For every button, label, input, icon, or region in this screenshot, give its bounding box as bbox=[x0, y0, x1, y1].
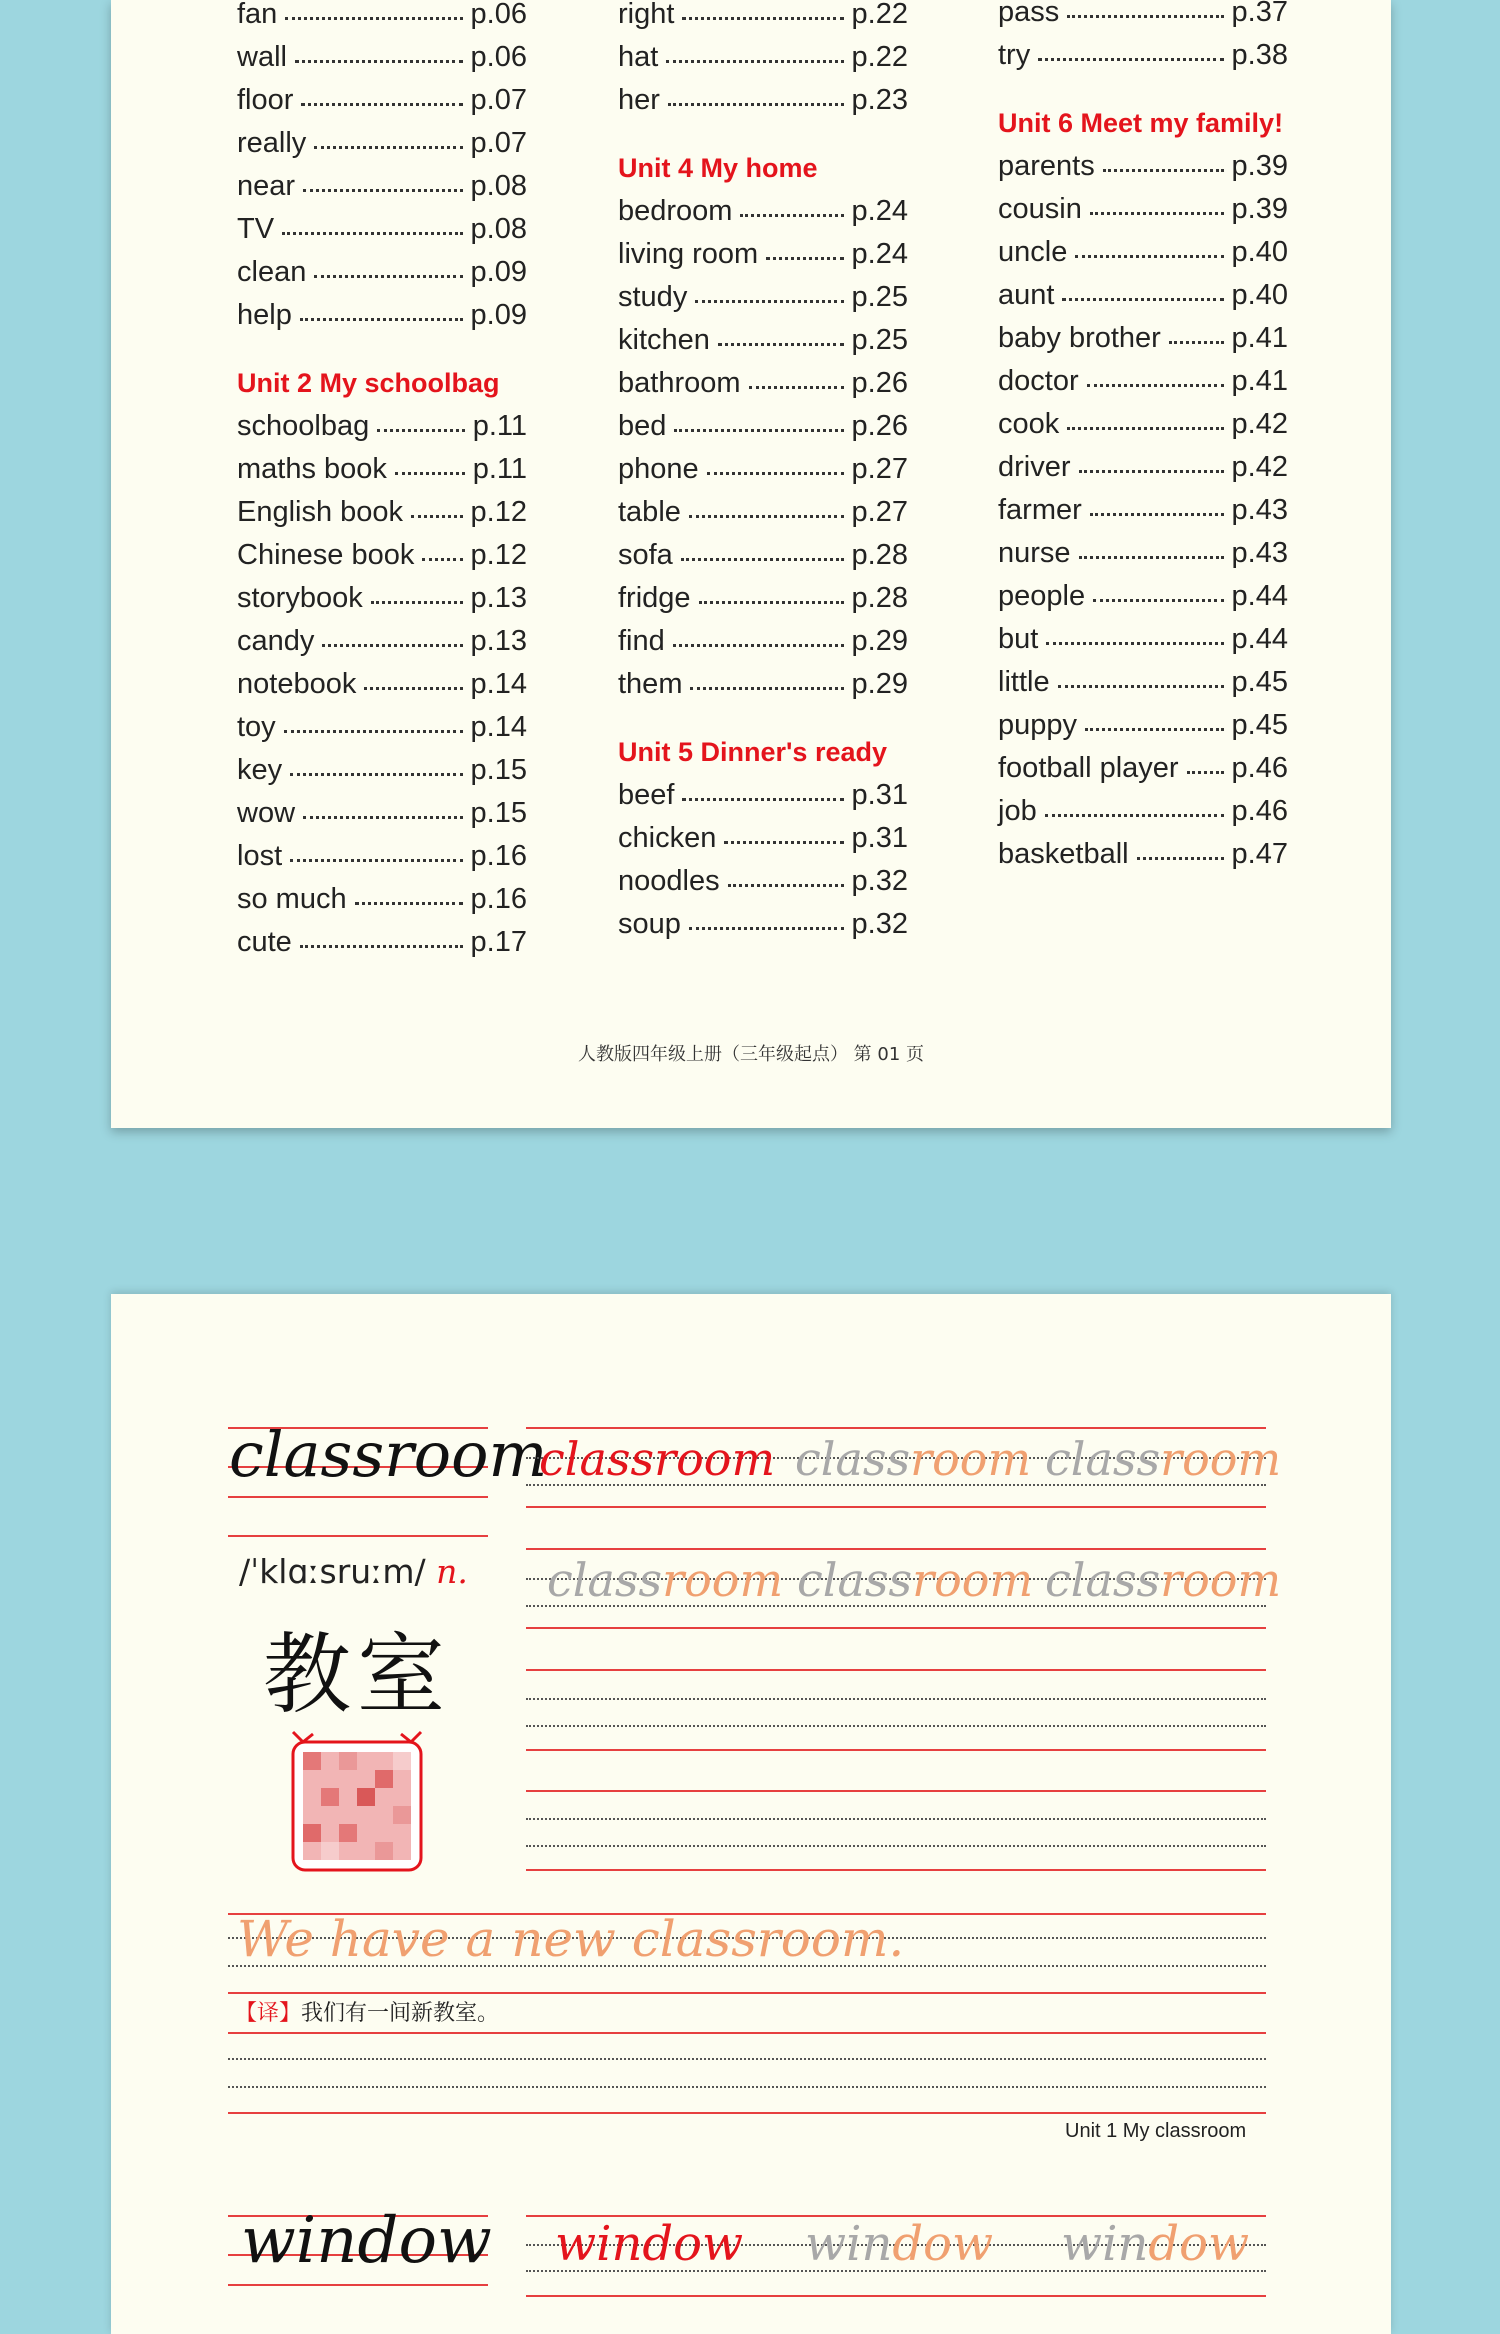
leader-dots bbox=[314, 146, 462, 149]
next-word: window bbox=[241, 2204, 492, 2278]
vocab-word: table bbox=[618, 496, 681, 528]
vocab-page-number: p.46 bbox=[1231, 752, 1288, 784]
chinese-meaning: 教室 bbox=[263, 1623, 452, 1726]
vocab-page-number: p.24 bbox=[851, 238, 908, 270]
part-of-speech: n. bbox=[436, 1552, 468, 1591]
vocab-page-number: p.12 bbox=[470, 539, 527, 571]
leader-dots bbox=[411, 515, 462, 518]
vocab-page-number: p.26 bbox=[851, 410, 908, 442]
vocab-page-number: p.29 bbox=[851, 625, 908, 657]
vocab-page-number: p.25 bbox=[851, 281, 908, 313]
practice-line bbox=[526, 1627, 1266, 1629]
vocab-entry bbox=[237, 663, 527, 706]
vocab-entry bbox=[618, 817, 908, 860]
example-sentence: We have a new classroom. bbox=[237, 1910, 905, 1968]
vocab-entry bbox=[998, 145, 1288, 188]
vocab-entry bbox=[618, 534, 908, 577]
practice-line bbox=[526, 1749, 1266, 1751]
vocab-entry bbox=[618, 860, 908, 903]
leader-dots bbox=[689, 927, 844, 930]
vocab-word: her bbox=[618, 84, 660, 116]
leader-dots bbox=[1103, 169, 1224, 172]
vocab-page-number: p.13 bbox=[470, 582, 527, 614]
vocab-entry bbox=[237, 208, 527, 251]
vocab-page-number: p.22 bbox=[851, 41, 908, 73]
vocab-entry bbox=[237, 36, 527, 79]
vocab-page-number: p.46 bbox=[1231, 795, 1288, 827]
vocab-page-number: p.42 bbox=[1231, 408, 1288, 440]
vocab-entry bbox=[998, 532, 1288, 575]
vocab-page-number: p.27 bbox=[851, 453, 908, 485]
vocab-entry bbox=[618, 663, 908, 706]
trace-word-red: classroom bbox=[539, 1432, 776, 1486]
vocab-entry bbox=[618, 405, 908, 448]
leader-dots bbox=[666, 60, 843, 63]
vocab-word: little bbox=[998, 666, 1050, 698]
practice-line bbox=[526, 1427, 1266, 1429]
vocab-entry bbox=[618, 0, 908, 36]
vocab-entry bbox=[618, 491, 908, 534]
vocab-word: driver bbox=[998, 451, 1071, 483]
vocab-page-number: p.11 bbox=[472, 453, 527, 485]
vocab-page-number: p.37 bbox=[1231, 0, 1288, 28]
vocab-column-2 bbox=[618, 0, 908, 946]
vocab-entry bbox=[237, 0, 527, 36]
vocab-page-number: p.45 bbox=[1231, 709, 1288, 741]
leader-dots bbox=[1087, 384, 1224, 387]
unit-heading: Unit 4 My home bbox=[618, 153, 818, 183]
vocab-page-number: p.31 bbox=[851, 822, 908, 854]
vocab-word: puppy bbox=[998, 709, 1078, 741]
vocab-page-number: p.42 bbox=[1231, 451, 1288, 483]
vocab-page-number: p.44 bbox=[1231, 580, 1288, 612]
leader-dots bbox=[422, 558, 462, 561]
vocab-word: toy bbox=[237, 711, 276, 743]
leader-dots bbox=[284, 730, 463, 733]
vocab-word: lost bbox=[237, 840, 283, 872]
trace-word: window bbox=[805, 2216, 994, 2272]
vocab-entry bbox=[998, 317, 1288, 360]
vocab-word: study bbox=[618, 281, 688, 313]
vocab-page-number: p.08 bbox=[470, 213, 527, 245]
trace-word: classroom bbox=[795, 1432, 1032, 1486]
leader-dots bbox=[689, 515, 844, 518]
vocab-page-number: p.27 bbox=[851, 496, 908, 528]
handwriting-practice-page bbox=[111, 1294, 1391, 2334]
practice-dotted-line bbox=[526, 1698, 1266, 1700]
sentence-line bbox=[228, 2112, 1266, 2114]
vocab-entry bbox=[237, 405, 527, 448]
vocab-word: soup bbox=[618, 908, 681, 940]
vocab-entry bbox=[998, 575, 1288, 618]
vocab-word: cute bbox=[237, 926, 292, 958]
leader-dots bbox=[371, 601, 463, 604]
vocab-word: TV bbox=[237, 213, 275, 245]
leader-dots bbox=[1079, 556, 1224, 559]
vocab-entry bbox=[618, 276, 908, 319]
practice-dotted-line bbox=[526, 1845, 1266, 1847]
vocab-word: help bbox=[237, 299, 292, 331]
vocab-page-number: p.12 bbox=[470, 496, 527, 528]
vocab-page-number: p.40 bbox=[1231, 279, 1288, 311]
vocab-word: fridge bbox=[618, 582, 691, 614]
vocab-word: uncle bbox=[998, 236, 1068, 268]
vocab-entry bbox=[237, 448, 527, 491]
vocab-word: key bbox=[237, 754, 283, 786]
translation: 【译】我们有一间新教室。 bbox=[235, 2001, 500, 2026]
vocab-entry bbox=[618, 362, 908, 405]
vocab-word: so much bbox=[237, 883, 347, 915]
practice-dotted-line bbox=[526, 1725, 1266, 1727]
vocab-page-number: p.15 bbox=[470, 797, 527, 829]
leader-dots bbox=[724, 841, 843, 844]
vocab-page-number: p.14 bbox=[470, 711, 527, 743]
practice-line bbox=[526, 1548, 1266, 1550]
leader-dots bbox=[395, 472, 465, 475]
vocab-word: find bbox=[618, 625, 665, 657]
phonetic-transcription: /ˈklɑːsruːm/ n. bbox=[239, 1552, 468, 1591]
vocab-entry bbox=[998, 489, 1288, 532]
leader-dots bbox=[290, 773, 462, 776]
leader-dots bbox=[681, 558, 844, 561]
vocab-page-number: p.13 bbox=[470, 625, 527, 657]
vocab-word: doctor bbox=[998, 365, 1079, 397]
trace-word: classroom bbox=[1045, 1432, 1282, 1486]
leader-dots bbox=[1067, 427, 1223, 430]
qr-code[interactable] bbox=[289, 1724, 425, 1879]
vocab-page-number: p.40 bbox=[1231, 236, 1288, 268]
leader-dots bbox=[1067, 15, 1223, 18]
vocab-word: bedroom bbox=[618, 195, 733, 227]
vocab-page-number: p.32 bbox=[851, 908, 908, 940]
vocab-word: sofa bbox=[618, 539, 673, 571]
leader-dots bbox=[1169, 341, 1224, 344]
trace-word: classroom bbox=[797, 1553, 1034, 1607]
vocab-word: nurse bbox=[998, 537, 1071, 569]
vocab-page-number: p.44 bbox=[1231, 623, 1288, 655]
vocab-page-number: p.17 bbox=[470, 926, 527, 958]
vocab-entry bbox=[237, 921, 527, 964]
word-box-line bbox=[228, 1535, 488, 1537]
unit-heading: Unit 2 My schoolbag bbox=[237, 368, 500, 398]
vocab-entry bbox=[998, 360, 1288, 403]
vocab-page-number: p.26 bbox=[851, 367, 908, 399]
leader-dots bbox=[728, 884, 844, 887]
leader-dots bbox=[1090, 212, 1224, 215]
vocab-word: schoolbag bbox=[237, 410, 370, 442]
leader-dots bbox=[300, 318, 463, 321]
leader-dots bbox=[1075, 255, 1223, 258]
vocab-column-3 bbox=[998, 0, 1288, 876]
leader-dots bbox=[766, 257, 843, 260]
vocab-word: living room bbox=[618, 238, 759, 270]
leader-dots bbox=[1038, 58, 1223, 61]
vocab-page-number: p.06 bbox=[470, 41, 527, 73]
vocab-entry bbox=[998, 661, 1288, 704]
leader-dots bbox=[1062, 298, 1223, 301]
vocab-page-number: p.29 bbox=[851, 668, 908, 700]
vocab-page-number: p.28 bbox=[851, 539, 908, 571]
vocab-page-number: p.06 bbox=[470, 0, 527, 30]
vocab-page-number: p.14 bbox=[470, 668, 527, 700]
vocab-entry bbox=[998, 0, 1288, 34]
practice-line bbox=[526, 1506, 1266, 1508]
vocab-page-number: p.25 bbox=[851, 324, 908, 356]
vocab-word: bed bbox=[618, 410, 667, 442]
vocab-word: baby brother bbox=[998, 322, 1161, 354]
vocab-entry bbox=[237, 577, 527, 620]
leader-dots bbox=[690, 687, 843, 690]
vocab-column-1 bbox=[237, 0, 527, 964]
vocab-page-number: p.41 bbox=[1231, 322, 1288, 354]
vocab-word: job bbox=[998, 795, 1037, 827]
vocab-entry bbox=[618, 36, 908, 79]
practice-line bbox=[526, 1669, 1266, 1671]
vocab-word: kitchen bbox=[618, 324, 710, 356]
vocab-word: hat bbox=[618, 41, 659, 73]
leader-dots bbox=[695, 300, 843, 303]
vocab-word: parents bbox=[998, 150, 1095, 182]
leader-dots bbox=[1093, 599, 1223, 602]
vocab-entry bbox=[998, 446, 1288, 489]
vocab-word: phone bbox=[618, 453, 699, 485]
practice-line bbox=[526, 1869, 1266, 1871]
leader-dots bbox=[355, 902, 463, 905]
trace-word-red: window bbox=[555, 2216, 744, 2272]
leader-dots bbox=[1045, 814, 1224, 817]
vocab-entry bbox=[618, 903, 908, 946]
vocab-word: pass bbox=[998, 0, 1060, 28]
vocab-page-number: p.39 bbox=[1231, 193, 1288, 225]
leader-dots bbox=[322, 644, 462, 647]
leader-dots bbox=[668, 103, 844, 106]
vocab-entry bbox=[618, 233, 908, 276]
vocab-word: noodles bbox=[618, 865, 720, 897]
vocab-page-number: p.43 bbox=[1231, 494, 1288, 526]
vocab-entry bbox=[237, 294, 527, 337]
vocab-word: cousin bbox=[998, 193, 1082, 225]
vocab-word: chicken bbox=[618, 822, 717, 854]
vocab-page-number: p.39 bbox=[1231, 150, 1288, 182]
leader-dots bbox=[303, 189, 463, 192]
vocab-entry bbox=[998, 790, 1288, 833]
leader-dots bbox=[673, 644, 844, 647]
leader-dots bbox=[303, 816, 463, 819]
leader-dots bbox=[718, 343, 844, 346]
leader-dots bbox=[314, 275, 462, 278]
trace-word: window bbox=[1061, 2216, 1250, 2272]
sentence-dotted-line bbox=[228, 2058, 1266, 2060]
leader-dots bbox=[674, 429, 843, 432]
vocab-entry bbox=[237, 122, 527, 165]
vocab-word: people bbox=[998, 580, 1086, 612]
vocab-page-number: p.43 bbox=[1231, 537, 1288, 569]
leader-dots bbox=[749, 386, 844, 389]
vocab-word: floor bbox=[237, 84, 294, 116]
vocab-entry bbox=[237, 534, 527, 577]
vocab-entry bbox=[998, 403, 1288, 446]
vocab-word: cook bbox=[998, 408, 1060, 440]
vocab-word: clean bbox=[237, 256, 307, 288]
vocab-entry bbox=[237, 620, 527, 663]
vocab-entry bbox=[237, 835, 527, 878]
vocab-entry bbox=[237, 749, 527, 792]
vocab-entry bbox=[618, 577, 908, 620]
vocab-page-number: p.15 bbox=[470, 754, 527, 786]
vocab-entry bbox=[618, 319, 908, 362]
vocab-entry bbox=[237, 251, 527, 294]
practice-line bbox=[526, 1790, 1266, 1792]
unit-heading: Unit 5 Dinner's ready bbox=[618, 737, 887, 767]
vocab-page-number: p.07 bbox=[470, 84, 527, 116]
vocab-word: farmer bbox=[998, 494, 1082, 526]
vocab-entry bbox=[618, 190, 908, 233]
leader-dots bbox=[1090, 513, 1224, 516]
vocab-word: but bbox=[998, 623, 1039, 655]
vocab-page-number: p.16 bbox=[470, 840, 527, 872]
vocab-page-number: p.31 bbox=[851, 779, 908, 811]
leader-dots bbox=[377, 429, 464, 432]
vocab-entry bbox=[998, 747, 1288, 790]
vocab-word: bathroom bbox=[618, 367, 741, 399]
vocab-page-number: p.11 bbox=[472, 410, 527, 442]
vocab-word: near bbox=[237, 170, 296, 202]
vocab-page-number: p.28 bbox=[851, 582, 908, 614]
vocab-word: wall bbox=[237, 41, 287, 73]
vocab-word: aunt bbox=[998, 279, 1055, 311]
word-box-line bbox=[228, 2284, 488, 2286]
vocab-entry bbox=[237, 165, 527, 208]
sentence-line bbox=[228, 1992, 1266, 1994]
unit-heading: Unit 6 Meet my family! bbox=[998, 108, 1284, 138]
leader-dots bbox=[1046, 642, 1223, 645]
leader-dots bbox=[682, 798, 843, 801]
vocab-page-number: p.16 bbox=[470, 883, 527, 915]
unit-label: Unit 1 My classroom bbox=[1065, 2120, 1247, 2142]
leader-dots bbox=[699, 601, 844, 604]
leader-dots bbox=[364, 687, 462, 690]
leader-dots bbox=[1187, 771, 1224, 774]
vocab-entry bbox=[998, 704, 1288, 747]
leader-dots bbox=[295, 60, 463, 63]
leader-dots bbox=[1085, 728, 1224, 731]
vocab-entry bbox=[237, 878, 527, 921]
vocab-word: wow bbox=[237, 797, 296, 829]
vocab-page-number: p.23 bbox=[851, 84, 908, 116]
vocab-page-number: p.32 bbox=[851, 865, 908, 897]
main-word: classroom bbox=[229, 1418, 548, 1491]
leader-dots bbox=[1079, 470, 1224, 473]
vocab-entry bbox=[998, 34, 1288, 77]
vocab-entry bbox=[237, 491, 527, 534]
page-footer: 人教版四年级上册（三年级起点） 第 01 页 bbox=[577, 1044, 925, 1065]
vocab-entry bbox=[618, 79, 908, 122]
vocab-page-number: p.08 bbox=[470, 170, 527, 202]
vocab-word: try bbox=[998, 39, 1031, 71]
vocab-entry bbox=[618, 620, 908, 663]
vocab-entry bbox=[237, 706, 527, 749]
leader-dots bbox=[301, 103, 462, 106]
leader-dots bbox=[682, 17, 843, 20]
vocab-word: storybook bbox=[237, 582, 363, 614]
vocab-word: fan bbox=[237, 0, 278, 30]
vocab-page-number: p.07 bbox=[470, 127, 527, 159]
vocab-word: football player bbox=[998, 752, 1179, 784]
practice-dotted-line bbox=[526, 1818, 1266, 1820]
vocabulary-index-page bbox=[111, 0, 1391, 1128]
vocab-entry bbox=[237, 79, 527, 122]
leader-dots bbox=[707, 472, 844, 475]
sentence-line bbox=[228, 2032, 1266, 2034]
vocab-word: notebook bbox=[237, 668, 357, 700]
leader-dots bbox=[1058, 685, 1224, 688]
leader-dots bbox=[282, 232, 462, 235]
vocab-entry bbox=[618, 448, 908, 491]
sentence-dotted-line bbox=[228, 2086, 1266, 2088]
practice-line bbox=[526, 2295, 1266, 2297]
vocab-entry bbox=[998, 274, 1288, 317]
vocab-page-number: p.45 bbox=[1231, 666, 1288, 698]
vocab-page-number: p.24 bbox=[851, 195, 908, 227]
vocab-entry bbox=[618, 774, 908, 817]
vocab-entry bbox=[237, 792, 527, 835]
vocab-word: them bbox=[618, 668, 683, 700]
word-box-line bbox=[228, 1496, 488, 1498]
vocab-word: really bbox=[237, 127, 307, 159]
vocab-word: candy bbox=[237, 625, 315, 657]
vocab-word: English book bbox=[237, 496, 404, 528]
vocab-page-number: p.38 bbox=[1231, 39, 1288, 71]
leader-dots bbox=[740, 214, 843, 217]
vocab-entry bbox=[998, 188, 1288, 231]
vocab-entry bbox=[998, 833, 1288, 876]
leader-dots bbox=[1137, 857, 1224, 860]
vocab-page-number: p.22 bbox=[851, 0, 908, 30]
vocab-word: beef bbox=[618, 779, 675, 811]
trace-word: classroom bbox=[547, 1553, 784, 1607]
vocab-word: Chinese book bbox=[237, 539, 415, 571]
vocab-page-number: p.09 bbox=[470, 299, 527, 331]
vocab-page-number: p.09 bbox=[470, 256, 527, 288]
trace-word: classroom bbox=[1045, 1553, 1282, 1607]
vocab-page-number: p.41 bbox=[1231, 365, 1288, 397]
leader-dots bbox=[285, 17, 462, 20]
vocab-entry bbox=[998, 231, 1288, 274]
vocab-word: right bbox=[618, 0, 675, 30]
vocab-word: maths book bbox=[237, 453, 387, 485]
vocab-entry bbox=[998, 618, 1288, 661]
vocab-word: basketball bbox=[998, 838, 1129, 870]
leader-dots bbox=[300, 945, 463, 948]
leader-dots bbox=[290, 859, 462, 862]
vocab-page-number: p.47 bbox=[1231, 838, 1288, 870]
